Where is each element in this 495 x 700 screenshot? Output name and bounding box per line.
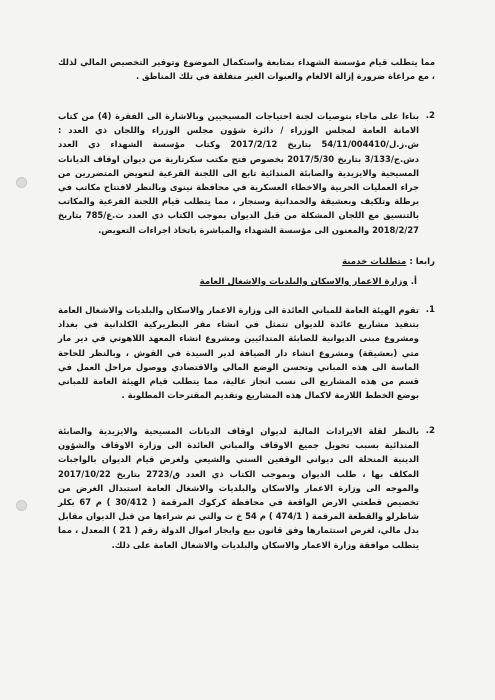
punch-hole — [16, 500, 27, 511]
punch-hole — [16, 177, 27, 188]
item-number: 2. — [425, 426, 435, 436]
subsection-letter: أ. — [410, 277, 417, 287]
subsection-heading — [58, 277, 417, 287]
item-2-land — [58, 424, 435, 552]
section-prefix: رابعا : — [409, 257, 435, 267]
item-text: بناءا على ماجاء بتوصيات لجنة احتياجات المسيحيين وبالاشارة الى الفقرة (4) من كتاب الامانة العامة لمجلس الوزراء / دائرة شؤون مجلس الوزراء واللجان ذي العدد : ش.ز.ل/54/11/004410 بتاريخ 2017/2/12 وكتاب مؤسسة الشهداء ذي العدد دش.ج/3/133 بتاريخ 2017/5/30 بخصوص فتح مكتب سكرتارية من ديوان اوقاف الديانات المسيحية والايزيدية والصابئة المندائية تابع الى اللجنة الفرعية لتعويض المتضررين من جراء العمليات الحربية والاخطاء العسكرية في محافظة نينوى وبالنظر لافتتاح مكاتب في برطلة وتلكيف وبعشيقة والحمدانية وسنجار ، مما يتطلب قيام اللجنة الفرعية والمكاتب بالتنسيق مع اللجان المشكلة من قبل الديوان بموجب الكتاب ذي العدد ت.ع/785 بتاريخ 2018/2/27 والمعنون الى مؤسسة الشهداء والمباشرة باتخاذ اجراءات التعويض. — [58, 111, 420, 235]
subsection-title: وزارة الاعمار والاسكان والبلديات والاشغال العامة — [199, 277, 408, 287]
item-2-compensation — [58, 109, 435, 237]
item-number: 1. — [425, 305, 435, 315]
item-text: تقوم الهيئة العامة للمباني العائدة الى وزارة الاعمار والاسكان والبلديات والاشغال العامة بتنفيذ مشاريع عائدة للديوان تتمثل في انشاء مقر البطريركية الكلدانية في بغداد ومشروع مبنى الديوانية للصابئة المندائيين ومشروع انشاء المعهد اللاهوتي في دير مار متي (بعشيقة) ومشروع انشاء دار الضيافة لدير السيدة في القوش ، وبالنظر للحاجة الماسة الى هذه المباني وتحسن الوضع المالي والاقتصادي ووصول مراحل العمل في قسم من هذه المشاريع الى نسب انجاز عالية، مما يتطلب قيام الهيئة العامة للمباني بوضع الخطط اللازمة لاكمال هذه المشاريع وتقديم المقترحات المطلوبة . — [58, 305, 419, 401]
section-title: متطلبات خدمية — [342, 257, 407, 267]
intro-text: مما يتطلب قيام مؤسسة الشهداء بمتابعة واستكمال الموضوع وتوفير التخصيص المالي لذلك ، مع مراعاة ضرورة إزالة الالغام والعبوات الغير منفلقة في تلك المناطق . — [58, 57, 435, 82]
section-heading — [58, 257, 435, 267]
item-1-buildings — [58, 303, 435, 402]
intro-paragraph — [58, 55, 435, 83]
item-text: بالنظر لقلة الايرادات المالية لديوان اوقاف الديانات المسيحية والايزيدية والصابئة المندائية بسبب تحويل جميع الاوقاف والمباني العائدة الى وزارة الاوقاف والشؤون الدينية المنحلة الى ديواني الوقفين السني والشيعي ولغرض قيام الديوان بالواجبات المكلف بها ، طلب الديوان وبموجب الكتاب ذي العدد ق/2723 بتاريخ 2017/10/22 والموجه الى وزارة الاعمار والاسكان والبلديات والاشغال العامة استبدال الغرض من تخصيص قطعتي الارض الواقعة في محافظة كركوك المرقمة ( 30/412 ) م 67 بكلر شاطرلو والقطعة المرقمة ( 474/1 ) م 54 خ ت والتي تم شراءها من قبل الديوان مقابل بدل مالي، لغرض استثمارها وفق قانون بيع وايجار اموال الدولة رقم ( 21 ) المعدل ، مما يتطلب موافقة وزارة الاعمار والاسكان والبلديات والاشغال العامة على ذلك. — [58, 426, 420, 550]
item-number: 2. — [425, 111, 435, 121]
